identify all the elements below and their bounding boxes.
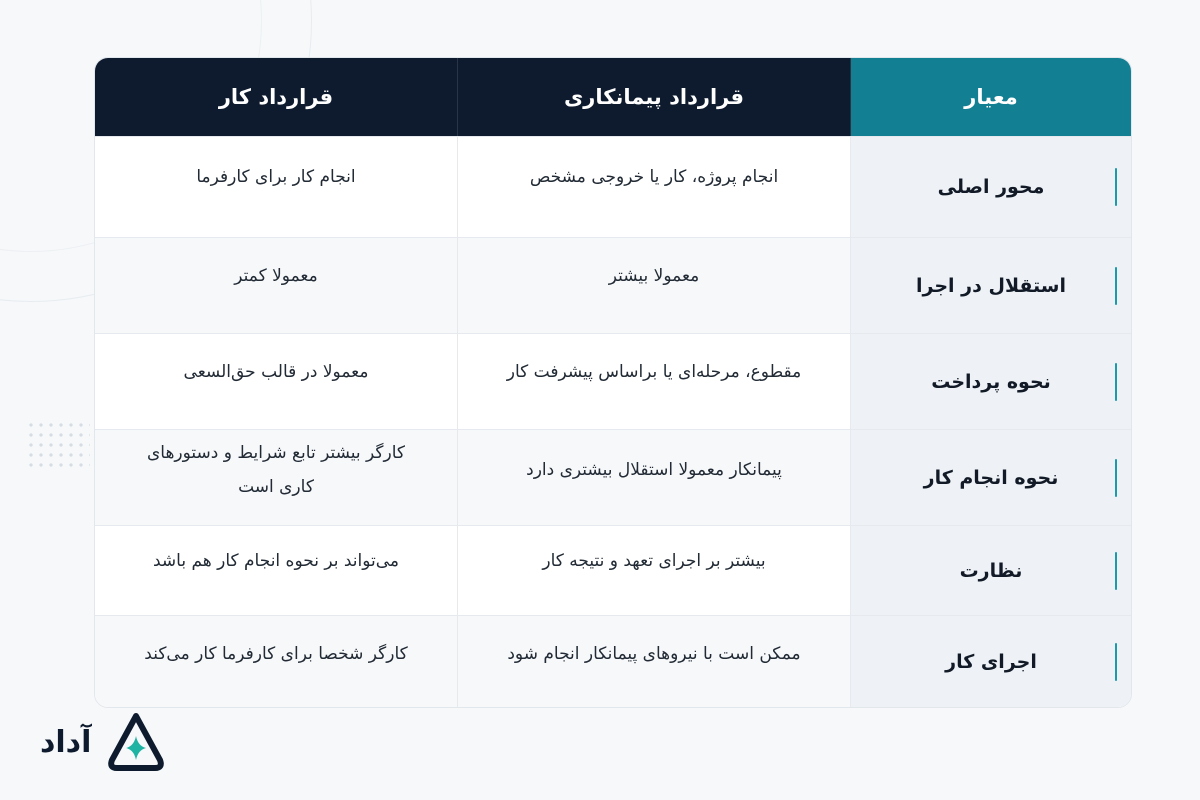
table-row (95, 429, 1131, 525)
employment-cell: کارگر شخصا برای کارفرما کار می‌کند (95, 616, 458, 707)
criterion-cell: نحوه انجام کار (851, 430, 1131, 525)
contractor-cell: مقطوع، مرحله‌ای یا براساس پیشرفت کار (458, 334, 851, 429)
contractor-cell: پیمانکار معمولا استقلال بیشتری دارد (458, 430, 851, 525)
sparkle-a-logo-icon (105, 712, 167, 772)
table-row (95, 136, 1131, 237)
employment-cell: کارگر بیشتر تابع شرایط و دستورهای کاری است (95, 430, 458, 525)
employment-cell: می‌تواند بر نحوه انجام کار هم باشد (95, 526, 458, 615)
contractor-cell: انجام پروژه، کار یا خروجی مشخص (458, 137, 851, 237)
criterion-cell: اجرای کار (851, 616, 1131, 707)
brand-logo (40, 712, 167, 772)
employment-cell: معمولا کمتر (95, 238, 458, 333)
logo-text: آداد (40, 724, 92, 760)
criterion-cell: محور اصلی (851, 137, 1131, 237)
contractor-cell: ممکن است با نیروهای پیمانکار انجام شود (458, 616, 851, 707)
employment-cell: انجام کار برای کارفرما (95, 137, 458, 237)
dot-pattern (26, 420, 90, 468)
table-row (95, 525, 1131, 615)
table-row (95, 333, 1131, 429)
criterion-cell: نحوه پرداخت (851, 334, 1131, 429)
comparison-table (94, 57, 1132, 708)
header-contractor-contract: قرارداد پیمانکاری (458, 58, 851, 136)
header-criterion: معیار (851, 58, 1131, 136)
contractor-cell: معمولا بیشتر (458, 238, 851, 333)
table-row (95, 615, 1131, 707)
contractor-cell: بیشتر بر اجرای تعهد و نتیجه کار (458, 526, 851, 615)
table-row (95, 237, 1131, 333)
criterion-cell: استقلال در اجرا (851, 238, 1131, 333)
employment-cell: معمولا در قالب حق‌السعی (95, 334, 458, 429)
header-employment-contract: قرارداد کار (95, 58, 458, 136)
table-header-row (95, 58, 1131, 136)
criterion-cell: نظارت (851, 526, 1131, 615)
